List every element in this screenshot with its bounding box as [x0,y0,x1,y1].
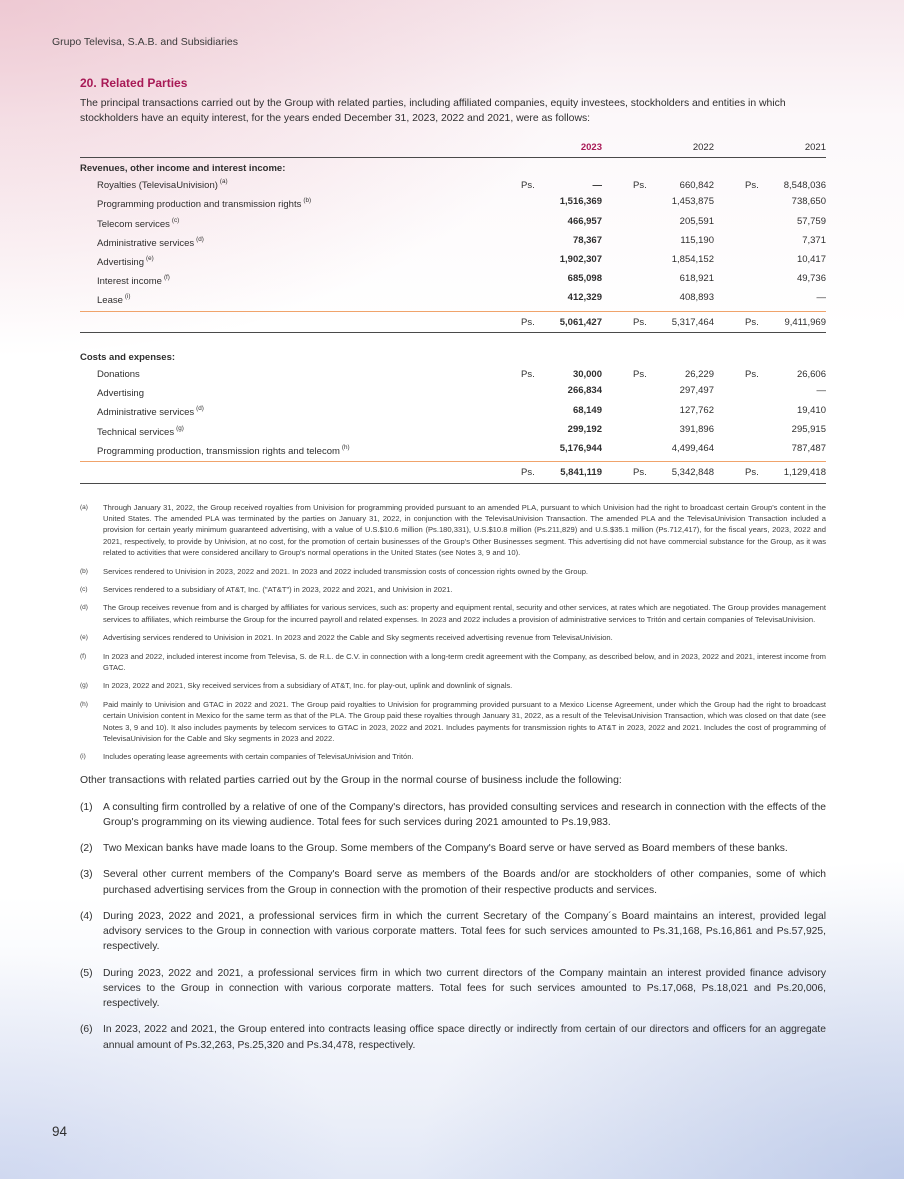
footnote [80,651,826,674]
footnote-marker: (f) [163,274,170,282]
footnote-marker: (d) [196,405,204,413]
table-row: Advertising $^{(e)}$ 1,902,307 1,854,152 10,417 [97,254,826,269]
list-item [80,867,826,897]
footnote-text: The Group receives revenue from and is charged by affiliates for various services, such as: property and equipment rental, security and other services, at rates which are negotiated. The Group provides management services to affiliates, which reimburse the Group for the incurred payroll and related expenses. In 2023 and 2022 includes a provision of administrative services to Tritón and certain companies of TelevisaUnivision. [103,603,826,624]
footnote-marker: (i) [80,753,86,761]
revenues-heading-row: Revenues, other income and interest income: [80,162,286,174]
footnote-marker: (b) [80,567,88,575]
footnote [80,566,826,577]
table-row: Administrative services $^{(d)}$ 78,367 115,190 7,371 [97,234,826,249]
item-marker: (6) [80,1024,93,1036]
footnote [80,632,826,643]
section-intro: The principal transactions carried out by the Group with related parties, including affiliated companies, equity investees, stockholders and entities in which stockholders have an equity interest, for the years ended December 31, 2023, 2022 and 2021, were as follows: [80,98,786,125]
footnote-marker: (g) [176,424,184,432]
footnote [80,502,826,559]
footnote-marker: (f) [80,652,87,660]
item-marker: (5) [80,967,93,979]
table-row: Interest income $^{(f)}$ 685,098 618,921 49,736 [97,273,826,288]
list-item [80,1022,826,1052]
item-marker: (3) [80,869,93,881]
item-text: During 2023, 2022 and 2021, a professional services firm in which two current directors of the Company maintain an interest provided finance advisory services to the Group in connection with various corporate matters. Total fees for such services amounted to Ps.17,068, Ps.18,021 and Ps.20,006, respectively. [103,967,826,1010]
table-row: Royalties (TelevisaUnivision) $^{(a)}$ Ps. — Ps. 660,842 Ps. 8,548,036 [97,178,826,192]
footnote-text: Includes operating lease agreements with certain companies of TelevisaUnivision and Tritón. [103,752,414,762]
note-content [80,76,826,1053]
footnote-marker: (i) [124,293,131,301]
item-marker: (4) [80,910,93,922]
footnote [80,680,826,691]
list-item [80,966,826,1012]
year-2023: 2023 [580,141,602,153]
table-row: Telecom services $^{(c)}$ 466,957 205,591 57,759 [97,215,826,230]
footnote-marker: (e) [80,634,88,642]
footnote-text: Services rendered to a subsidiary of AT&T, Inc. ("AT&T") in 2023, 2022 and 2021, and Univision in 2021. [103,585,453,594]
subtotal-rule [80,461,826,462]
table-year-header [80,139,826,155]
related-parties-table [80,139,826,484]
footnote [80,699,826,745]
company-header: Grupo Televisa, S.A.B. and Subsidiaries [52,36,238,48]
footnote-text: In 2023 and 2022, included interest income from Televisa, S. de R.L. de C.V. in connection with a long-term credit agreement with the Company, as described below, and in 2023, 2022 and 2021, interest income from GTAC. [103,651,826,672]
section-title [80,76,826,90]
section-title-text: Related Parties [100,76,188,90]
footnote-marker: (a) [80,503,88,511]
list-item [80,909,826,955]
list-item [80,841,826,856]
table-row: Lease $^{(i)}$ 412,329 408,893 — [97,292,826,307]
footnotes-block [80,502,826,763]
item-text: Several other current members of the Company's Board serve as members of the Boards and/or are stockholders of other companies, some of which purchased advertising services from the Group in connection with the promotion of their respective products and services. [103,869,826,896]
table-row: Technical services $^{(g)}$ 299,192 391,896 295,915 [97,423,826,438]
table-row: Donations Ps. 30,000 Ps. 26,229 Ps. 26,606 [97,369,826,381]
total-rule [80,483,826,484]
footnote-marker: (h) [80,700,88,708]
item-text: Two Mexican banks have made loans to the Group. Some members of the Company's Board serve or have served as Board members of these banks. [103,843,788,855]
table-row: Advertising 266,834 297,497 — [97,385,826,400]
table-row: Programming production and transmission rights $^{(b)}$ 1,516,369 1,453,875 738,650 [97,196,826,211]
footnote-marker: (d) [196,235,204,243]
page-number: 94 [52,1124,68,1139]
footnote-marker: (d) [80,604,88,612]
table-row: Administrative services $^{(d)}$ 68,149 127,762 19,410 [97,404,826,419]
item-marker: (1) [80,801,93,813]
footnote-marker: (e) [146,254,154,262]
footnote-marker: (a) [219,178,228,186]
table-row: Programming production, transmission rights and telecom $^{(h)}$ 5,176,944 4,499,464 787,487 [97,442,826,457]
item-text: A consulting firm controlled by a relative of one of the Company's directors, has provided consulting services and research in connection with the effects of the Group's programming on its viewing audience. Total fees for such services during 2021 amounted to Ps.19,983. [103,801,826,828]
footnote-marker: (c) [80,586,88,593]
costs-total-row: Ps. 5,841,119 Ps. 5,342,848 Ps. 1,129,418 [521,467,826,479]
numbered-items [80,800,826,1053]
total-rule [80,332,826,333]
footnote-text: Through January 31, 2022, the Group received royalties from Univision for programming provided pursuant to an amended PLA, pursuant to which Univision had the right to broadcast certain Group's content in the United States. The amended PLA was terminated by the parties on January 31, 2022, in conjunction with the TelevisaUnivision Transaction. The amended PLA and the TelevisaUnivision Transaction included a provision for certain yearly minimum guaranteed advertising, with a value of U.S.$10.6 million (Ps.180,331), U.S.$10.8 million (Ps.211,829) and U.S.$35.1 million (Ps.712,417), for the fiscal years, 2023, 2022 and 2021, respectively, to provide by Univision, at no cost, for the promotion of certain businesses of the Group's Other Businesses segment. This advertising did not have commercial substance for the Group, as it was related to activities that were considered ancillary to Group's normal operations in the United States (see Notes 3, 9 and 10). [103,502,826,558]
footnote-marker: (g) [80,682,88,690]
footnote-marker: (h) [341,443,350,451]
costs-heading-row: Costs and expenses: [80,351,176,363]
footnote-text: Advertising services rendered to Univision in 2021. In 2023 and 2022 the Cable and Sky segments received advertising revenue from TelevisaUnivision. [103,633,613,643]
footnote-marker: (b) [303,197,312,205]
item-text: In 2023, 2022 and 2021, the Group entered into contracts leasing office space directly or indirectly from certain of our directors and officers for an aggregate annual amount of Ps.32,263, Ps.25,320 and Ps.34,478, respectively. [103,1024,826,1051]
footnote [80,602,826,625]
footnote [80,584,826,595]
subtotal-rule [80,311,826,312]
other-transactions-intro: Other transactions with related parties carried out by the Group in the normal course of business include the following: [80,774,622,786]
footnote-text: Services rendered to Univision in 2023, 2022 and 2021. In 2023 and 2022 included transmission costs of concession rights owned by the Group. [103,566,589,576]
section-number: 20. [80,76,97,90]
footnote-text: Paid mainly to Univision and GTAC in 2022 and 2021. The Group paid royalties to Univision for programming provided pursuant to a Mexico License Agreement, under which the Group had the right to broadcast certain Univision content in Mexico for the same term as that of the PLA. The Group paid these royalties through January 31, 2022, as a result of the TelevisaUnivision Transaction, which was closed on that date (see Notes 3, 9 and 10). It also includes payments by telecom services to GTAC in 2023, 2022 and 2021. Includes payments for transmission rights to AT&T in 2023, 2022 and 2021. Includes the cost of programming of TelevisaUnivision for the Cable and Sky segments in 2023 and 2022. [103,699,826,743]
footnote-marker: (c) [171,216,180,224]
item-marker: (2) [80,843,93,855]
revenues-total-row: Ps. 5,061,427 Ps. 5,317,464 Ps. 9,411,969 [521,316,826,328]
footnote-text: In 2023, 2022 and 2021, Sky received services from a subsidiary of AT&T, Inc. for play-out, uplink and downlink of signals. [103,681,513,691]
list-item [80,800,826,830]
header-rule [80,157,826,158]
item-text: During 2023, 2022 and 2021, a professional services firm in which the current Secretary of the Company´s Board maintains an interest, provided legal advisory services to the Group in connection with various corporate matters. Total fees for such services amounted to Ps.31,168, Ps.16,861 and Ps.57,925, respectively. [103,910,826,953]
year-2021: 2021 [804,141,826,153]
footnote [80,751,826,762]
year-2022: 2022 [692,141,714,153]
